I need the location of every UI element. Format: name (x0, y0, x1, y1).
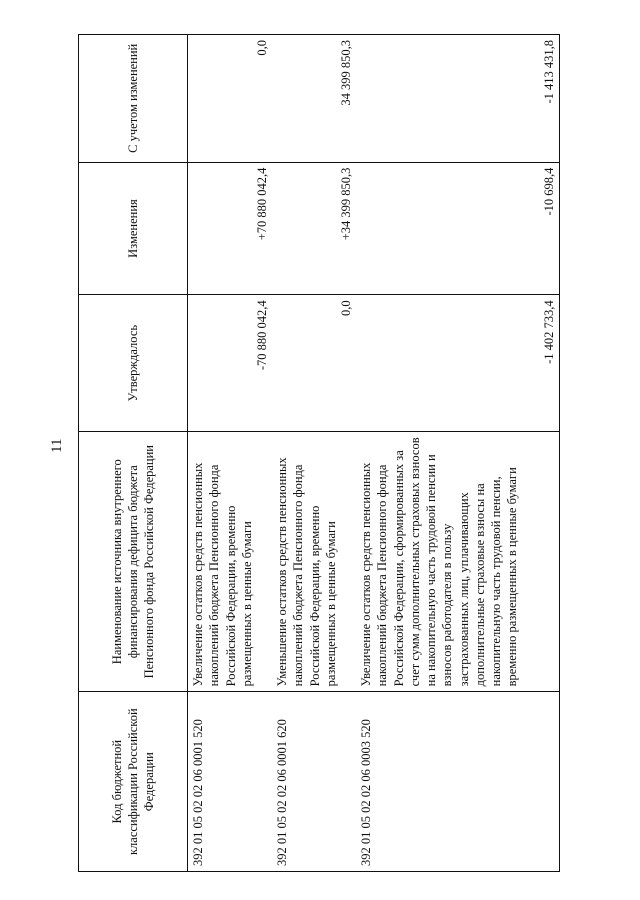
header-name: Наименование источника внутреннего финансирования дефицита бюджета Пенсионного фонда Российской Федерации (79, 432, 188, 692)
row-changes: +34 399 850,3 (272, 162, 356, 295)
table-row (188, 35, 273, 872)
row-code: 392 01 05 02 02 06 0001 620 (272, 692, 356, 872)
row-name: Увеличение остатков средств пенсионных накоплений бюджета Пенсионного фонда Российской Федерации, сформированных за счет сумм дополнительных страховых взносов на накопительную часть трудовой пенсии и взносов работодателя в пользу застрахованных лиц, уплачивающих дополнительные страховые взносы на накопительную часть трудовой пенсии, временно размещенных в ценные бумаги (356, 432, 559, 692)
row-with-changes: 0,0 (188, 35, 273, 163)
row-name: Уменьшение остатков средств пенсионных накоплений бюджета Пенсионного фонда Российской Федерации, временно размещенных в ценные бумаги (272, 432, 356, 692)
page-number: 11 (49, 438, 65, 453)
row-approved: -1 402 733,4 (356, 295, 559, 432)
row-name: Увеличение остатков средств пенсионных накоплений бюджета Пенсионного фонда Российской Федерации, временно размещенных в ценные бумаги (188, 432, 273, 692)
row-with-changes: 34 399 850,3 (272, 35, 356, 163)
row-changes: +70 880 042,4 (188, 162, 273, 295)
budget-sources-table (78, 34, 560, 872)
header-approved: Утверждалось (79, 295, 188, 432)
row-changes: -10 698,4 (356, 162, 559, 295)
row-code: 392 01 05 02 02 06 0003 520 (356, 692, 559, 872)
row-approved: -70 880 042,4 (188, 295, 273, 432)
header-code: Код бюджетной классификации Российской Федерации (79, 692, 188, 872)
row-with-changes: -1 413 431,8 (356, 35, 559, 163)
table-row (272, 35, 356, 872)
table-row (356, 35, 559, 872)
header-with-changes: С учетом изменений (79, 35, 188, 163)
header-changes: Изменения (79, 162, 188, 295)
table-header-row (79, 35, 188, 872)
budget-table-container (78, 34, 560, 872)
row-code: 392 01 05 02 02 06 0001 520 (188, 692, 273, 872)
row-approved: 0,0 (272, 295, 356, 432)
